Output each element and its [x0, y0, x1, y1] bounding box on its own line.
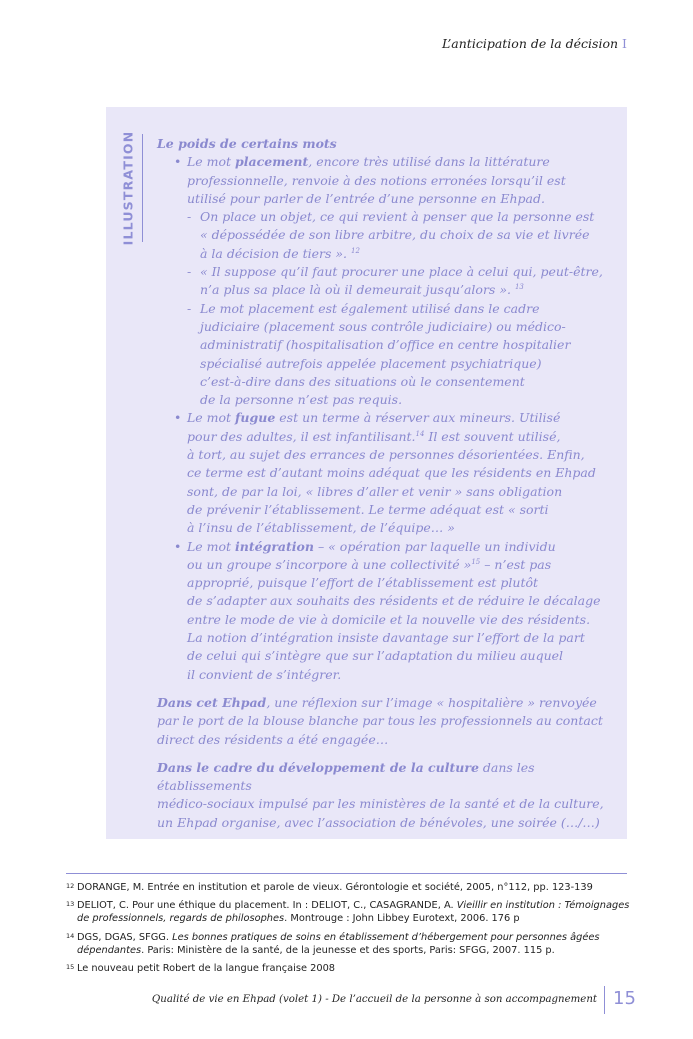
bullet-dot: •	[174, 538, 182, 554]
footnotes	[66, 881, 631, 980]
term-fugue: fugue	[235, 410, 276, 426]
term-placement: placement	[235, 154, 309, 170]
illustration-heading: Le poids de certains mots	[157, 136, 337, 151]
illustration-divider	[142, 134, 143, 242]
bullet-dot: •	[174, 410, 182, 426]
footnote-15: 15 Le nouveau petit Robert de la langue française 2008	[66, 963, 336, 975]
paragraph-culture: Dans le cadre du développement de la culture dans les établissements médico-sociaux impulsé par les ministères de la santé et de la culture, un Ehpad organise, avec l’association de bénévoles, une soirée (…/…)	[157, 759, 604, 830]
bullet-fugue: • Le mot fugue est un terme à réserver aux mineurs. Utilisé pour des adultes, il est infantilisant.$^{14}$ Il est souvent utilisé, à tort, au sujet des errances de personnes désorientées. Enfin, ce terme est d’autant moins adéquat que les résidents en Ehpad sont, de par la loi, « libres d’aller et venir » sans obligation de prévenir l’établissement. Le terme adéquat est « sorti à l’insu de l’établissement, de l’équipe… »	[174, 410, 596, 536]
footnote-12: 12 DORANGE, M. Entrée en institution et parole de vieux. Gérontologie et société, 2005, n°112, pp. 123-139	[66, 882, 593, 893]
running-head-bar: I	[622, 36, 627, 51]
footnote-ref-13: 13	[514, 283, 524, 292]
running-head-text: L’anticipation de la décision	[442, 36, 619, 51]
paragraph-ehpad: Dans cet Ehpad, une réflexion sur l’image « hospitalière » renvoyée par le port de la blouse blanche par tous les professionnels au contact direct des résidents a été engagée…	[157, 694, 603, 747]
footnote-ref-14: 14	[415, 429, 425, 438]
footnote-13: 13 DELIOT, C. Pour une éthique du placement. In : DELIOT, C., CASAGRANDE, A. Vieillir en institution : Témoignages de professionnels, regards de philosophes. Montrouge : John Libbey Eurotext, 2006. 176 p	[66, 900, 630, 925]
paragraph-lead: Dans cet Ehpad	[157, 694, 267, 710]
bullet-placement: • Le mot placement, encore très utilisé dans la littérature professionnelle, renvoie à des notions erronées lorsqu’il est utilisé pour parler de l’entrée d’une personne en Ehpad. - On place un objet, ce qui revient à penser que la personne est « dépossédée de son libre arbitre, du choix de sa vie et livrée à la décision de tiers ». $^{12}$ - « Il suppose qu’il faut procurer une place à celui qui, peut-être, n’a plus sa place là où il demeurait jusqu’alors ». $^{13}$ - Le mot placement est également utilisé dans le cadre judiciaire (placement sous contrôle judiciaire) ou médico- administratif (hospitalisation d’office en centre hospitalier spécialisé autrefois appelée placement psychiatrique) c’est-à-dire dans des situations où le consentement de la personne n’est pas requis.	[174, 154, 603, 408]
footnote-ref-15: 15	[471, 557, 481, 566]
illustration-content	[157, 135, 607, 832]
footnote-14: 14 DGS, DGAS, SFGG. Les bonnes pratiques de soins en établissement d’hébergement pour personnes âgées dépendantes. Paris: Ministère de la santé, de la jeunesse et des sports, Paris: SFGG, 2007. 115 p.	[66, 931, 600, 956]
illustration-label: ILLUSTRATION	[120, 130, 136, 246]
bullet-integration: • Le mot intégration – « opération par laquelle un individu ou un groupe s’incorpore à une collectivité »$^{15}$ – n’est pas approprié, puisque l’effort de l’établissement est plutôt de s’adapter aux souhaits des résidents et de réduire le décalage entre le mode de vie à domicile et la nouvelle vie des résidents. La notion d’intégration insiste davantage sur l’effort de la part de celui qui s’intègre que sur l’adaptation du milieu auquel il convient de s’intégrer.	[174, 538, 601, 682]
bullet-dot: •	[174, 154, 182, 170]
term-integration: intégration	[235, 538, 314, 554]
running-head	[442, 36, 627, 51]
footer-title: Qualité de vie en Ehpad (volet 1) - De l’accueil de la personne à son accompagnement	[151, 994, 597, 1005]
paragraph-lead: Dans le cadre du développement de la culture	[157, 759, 479, 775]
footnote-ref-12: 12	[350, 246, 360, 255]
page-number: 15	[613, 988, 636, 1009]
footnote-separator	[66, 873, 627, 874]
footer-divider	[604, 986, 605, 1014]
